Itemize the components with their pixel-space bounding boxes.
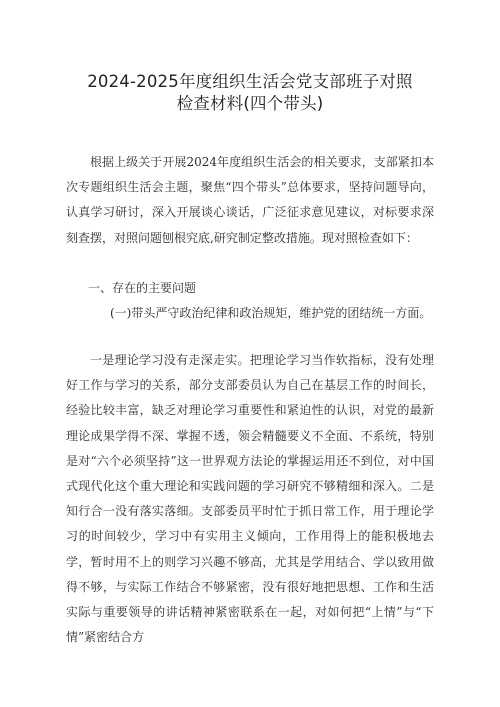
section-heading: 一、存在的主要问题 bbox=[88, 281, 197, 295]
body-paragraph: 一是理论学习没有走深走实。把理论学习当作软指标，没有处理好工作与学习的关系，部分支部委员认为自己在基层工作的时间长，经验比较丰富，缺乏对理论学习重要性和紧迫性的认识，对党的最新理论成果学得不深、掌握不透，领会精髓要义不全面、不系统，特别是对“六个必须坚持”这一世界观方法论的掌握运用还不到位，对中国式现代化这个重大理论和实践问题的学习研究不够精细和深入。二是知行合一没有落实落细。支部委员平时忙于抓日常工作，用于理论学习的时间较少，学习中有实用主义倾向，工作用得上的能积极地去学，暂时用不上的则学习兴趣不够高，尤其是学用结合、学以致用做得不够，与实际工作结合不够紧密，没有很好地把思想、工作和生活实际与重要领导的讲话精神紧密联系在一起，对如何把“上情”与“下情”紧密结合方 bbox=[66, 353, 434, 645]
document-title-line-2: 检查材料(四个带头) bbox=[176, 94, 324, 113]
intro-paragraph: 根据上级关于开展2024年度组织生活会的相关要求，支部紧扣本次专题组织生活会主题，聚焦“四个带头”总体要求，坚持问题导向，认真学习研讨，深入开展谈心谈话，广泛征求意见建议，对标要求深刻查摆，对照问题刨根究底,研究制定整改措施。现对照检查如下： bbox=[66, 155, 434, 245]
document-title-line-1: 2024-2025年度组织生活会党支部班子对照 bbox=[87, 72, 413, 91]
subsection-heading: (一)带头严守政治纪律和政治规矩，维护党的团结统一方面。 bbox=[110, 306, 432, 320]
